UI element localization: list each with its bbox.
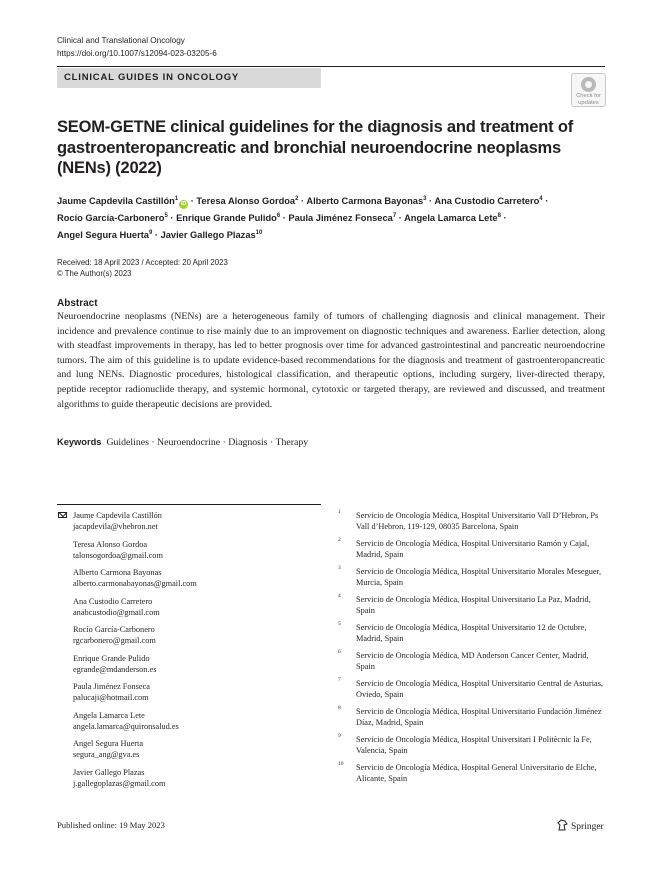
author-aff: 3	[423, 196, 427, 202]
affiliation-text: Servicio de Oncología Médica, Hospital Universitario Fundación Jiménez Díaz, Madrid, Spain	[356, 707, 602, 728]
affiliation-text: Servicio de Oncología Médica, Hospital Universitario 12 de Octubre, Madrid, Spain	[356, 623, 587, 644]
correspondence-item	[57, 624, 322, 646]
affiliation-number: 9	[338, 733, 341, 739]
correspondence-item	[57, 738, 322, 760]
author-aff: 9	[148, 230, 153, 237]
author-name[interactable]: Enrique Grande Pulido	[176, 213, 277, 224]
contact-email[interactable]: rgcarbonero@gmail.com	[73, 636, 156, 645]
affiliation-item	[338, 622, 606, 645]
correspondence-item	[57, 596, 322, 618]
affiliation-text: Servicio de Oncología Médica, Hospital Universitario Ramón y Cajal, Madrid, Spain	[356, 539, 590, 560]
contact-email[interactable]: talonsogordoa@gmail.com	[73, 550, 163, 560]
author-aff: 4	[539, 196, 543, 202]
author-aff: 8	[497, 213, 501, 220]
affiliation-number: 3	[338, 565, 341, 571]
contact-name: Teresa Alonso Gordoa	[73, 539, 148, 549]
contact-email[interactable]: jacapdevila@vhebron.net	[73, 522, 158, 531]
correspondence-item	[57, 681, 322, 703]
check-for-updates-badge[interactable]	[571, 73, 606, 107]
copyright: © The Author(s) 2023	[57, 269, 132, 278]
affiliation-text: Servicio de Oncología Médica, Hospital Universitario Morales Meseguer, Murcia, Spain	[356, 567, 602, 588]
correspondence-item	[57, 767, 322, 789]
affiliation-text: Servicio de Oncología Médica, Hospital Universitario Vall D’Hebron, Ps Vall d’Hebron, 119-129, 08035 Barcelona, Spain	[356, 511, 599, 532]
affiliation-number: 2	[338, 537, 341, 543]
envelope-icon	[58, 512, 67, 518]
affiliation-item	[338, 538, 606, 561]
author-name[interactable]: Angel Segura Huerta	[57, 230, 149, 241]
affiliation-item	[338, 510, 606, 533]
contact-email[interactable]: egrande@mdanderson.es	[73, 664, 157, 674]
affiliation-text: Servicio de Oncología Médica, Hospital Universitari I Politècnic la Fe, Valencia, Spain	[356, 735, 592, 756]
received-accepted: Received: 18 April 2023 / Accepted: 20 April 2023	[57, 258, 228, 267]
contact-email[interactable]: anabcustodio@gmail.com	[73, 607, 160, 617]
author-name[interactable]: Angela Lamarca Lete	[404, 213, 498, 224]
springer-horse-icon	[557, 819, 568, 834]
author-aff: 2	[295, 196, 299, 202]
check-updates-icon	[581, 77, 596, 92]
author-aff: 5	[164, 213, 168, 220]
affiliation-number: 10	[338, 761, 344, 767]
affiliation-number: 5	[338, 621, 341, 627]
affiliation-text: Servicio de Oncología Médica, Hospital Universitario Central de Asturias, Oviedo, Spain	[356, 679, 604, 700]
contact-name: Jaume Capdevila Castillón	[73, 511, 162, 520]
article-dates	[57, 257, 228, 279]
affiliation-item	[338, 594, 606, 617]
contact-email[interactable]: alberto.carmonabayonas@gmail.com	[73, 579, 197, 588]
affiliation-list	[338, 510, 606, 790]
author-name[interactable]: Rocío García-Carbonero	[57, 213, 165, 224]
affiliation-number: 7	[338, 677, 341, 683]
contact-name: Alberto Carmona Bayonas	[73, 568, 162, 577]
affiliation-item	[338, 566, 606, 589]
check-updates-label-2: updates	[578, 100, 599, 106]
abstract-heading: Abstract	[57, 298, 98, 309]
header-rule	[57, 66, 605, 67]
correspondence-item	[57, 653, 322, 675]
contact-email[interactable]: segura_ang@gva.es	[73, 750, 140, 759]
contact-email[interactable]: angela.lamarca@quironsalud.es	[73, 721, 179, 731]
footnote-rule	[57, 504, 321, 505]
affiliation-text: Servicio de Oncología Médica, Hospital General Universitario de Elche, Alicante, Spain	[356, 763, 597, 784]
correspondence-item	[57, 510, 322, 532]
keywords-label: Keywords	[57, 437, 102, 447]
affiliation-item	[338, 762, 606, 785]
affiliation-text: Servicio de Oncología Médica, Hospital Universitario La Paz, Madrid, Spain	[356, 595, 591, 616]
contact-name: Ana Custodio Carretero	[73, 596, 153, 606]
author-aff: 10	[255, 230, 263, 237]
published-date: Published online: 19 May 2023	[57, 820, 165, 830]
affiliation-item	[338, 678, 606, 701]
contact-name: Enrique Grande Pulido	[73, 653, 150, 663]
contact-name: Angela Lamarca Lete	[73, 710, 145, 720]
check-updates-label-1: Check for	[576, 93, 601, 99]
affiliation-item	[338, 734, 606, 757]
author-aff: 1	[174, 196, 179, 202]
author-aff: 7	[392, 213, 397, 220]
author-name[interactable]: Alberto Carmona Bayonas	[306, 196, 424, 207]
section-banner: CLINICAL GUIDES IN ONCOLOGY	[57, 68, 321, 88]
author-list: Jaume Capdevila Castillón$^1$iD · Teresa Alonso Gordoa$^2$ · Alberto Carmona Bayonas$^3$ · Ana Custodio Carretero$^4$ · Rocío García-Carbonero$^5$ · Enrique Grande Pulido$^6$ · Paula Jiménez Fonseca$^7$ · Angela Lamarca Lete$^8$ · Angel Segura Huerta$^9$ · Javier Gallego Plazas$^{10}$	[57, 196, 549, 241]
contact-name: Paula Jiménez Fonseca	[73, 682, 150, 691]
contact-name: Rocío García-Carbonero	[73, 625, 155, 634]
affiliation-number: 8	[338, 705, 341, 711]
publisher-logo	[557, 819, 604, 834]
affiliation-number: 6	[338, 649, 341, 655]
affiliation-item	[338, 706, 606, 729]
affiliation-item	[338, 650, 606, 673]
contact-email[interactable]: j.gallegoplazas@gmail.com	[73, 778, 166, 788]
keywords	[57, 437, 308, 448]
contact-name: Javier Gallego Plazas	[73, 767, 145, 777]
correspondence-item	[57, 539, 322, 561]
publisher-name: Springer	[571, 822, 604, 832]
correspondence-item	[57, 567, 322, 589]
affiliation-number: 4	[338, 593, 341, 599]
keywords-list: Guidelines · Neuroendocrine · Diagnosis · Therapy	[106, 437, 309, 448]
affiliation-number: 1	[338, 509, 341, 515]
correspondence-list	[57, 510, 322, 795]
orcid-icon[interactable]: iD	[180, 201, 187, 208]
contact-name: Angel Segura Huerta	[73, 739, 144, 748]
abstract-text: Neuroendocrine neoplasms (NENs) are a heterogeneous family of tumors of challenging diagnosis and clinical management. Their incidence and prevalence continue to rise mainly due to an improvement on diagnostic techniques and awareness. Earlier detection, along with steadfast improvements in therapy, has led to better prognosis over time for advanced gastrointestinal and pancreatic neuroendocrine tumors. The aim of this guideline is to update evidence-based recommendations for the diagnosis and treatment of gastroenteropancreatic and lung NENs. Diagnostic procedures, histological classification, and therapeutic options, including surgery, liver-directed therapy, peptide receptor radionuclide therapy, and systemic hormonal, cytotoxic or targeted therapy, are reviewed and discussed, and treatment algorithms to guide therapeutic decisions are provided.	[57, 311, 605, 410]
author-name[interactable]: Javier Gallego Plazas	[160, 230, 256, 241]
correspondence-item	[57, 710, 322, 732]
author-aff: 6	[276, 213, 281, 220]
contact-email[interactable]: palucaji@hotmail.com	[73, 693, 149, 702]
author-name[interactable]: Jaume Capdevila Castillón	[57, 196, 175, 207]
journal-header	[57, 35, 217, 60]
doi-link[interactable]: https://doi.org/10.1007/s12094-023-03205-6	[57, 48, 217, 58]
author-name[interactable]: Teresa Alonso Gordoa	[196, 196, 296, 207]
article-title: SEOM-GETNE clinical guidelines for the diagnosis and treatment of gastroenteropancreatic and bronchial neuroendocrine neoplasms (NENs) (2022)	[57, 118, 573, 177]
affiliation-text: Servicio de Oncología Médica, MD Anderson Cancer Center, Madrid, Spain	[356, 651, 589, 672]
author-name[interactable]: Ana Custodio Carretero	[434, 196, 540, 207]
journal-name: Clinical and Translational Oncology	[57, 36, 185, 45]
author-name[interactable]: Paula Jiménez Fonseca	[288, 213, 393, 224]
